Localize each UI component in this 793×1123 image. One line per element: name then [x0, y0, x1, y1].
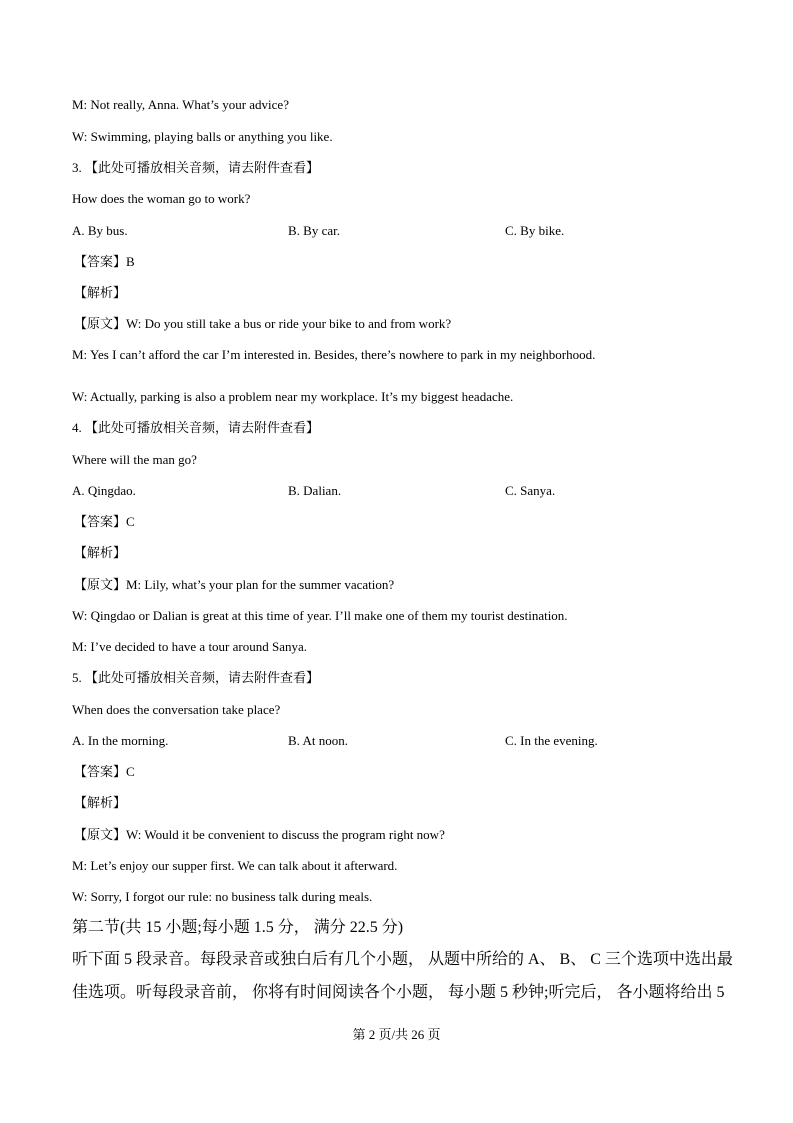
question-4-answer: 【答案】C	[74, 514, 135, 529]
question-3-text: How does the woman go to work?	[72, 191, 251, 206]
question-3-option-c: C. By bike.	[505, 223, 565, 238]
question-5-option-c: C. In the evening.	[505, 733, 598, 748]
question-3-option-b: B. By car.	[288, 223, 340, 238]
question-3-answer: 【答案】B	[74, 254, 135, 269]
question-4-transcript: 【原文】M: Lily, what’s your plan for the summer vacation?	[74, 577, 395, 592]
question-4-option-a: A. Qingdao.	[72, 483, 136, 498]
question-5-header: 5. 【此处可播放相关音频，请去附件查看】	[72, 670, 320, 685]
question-5-analysis-label: 【解析】	[74, 795, 127, 810]
question-3-header: 3. 【此处可播放相关音频，请去附件查看】	[72, 160, 320, 175]
question-4-transcript-line: W: Qingdao or Dalian is great at this time of year. I’ll make one of them my tourist destination.	[72, 608, 568, 623]
dialogue-line: W: Swimming, playing balls or anything you like.	[72, 129, 333, 144]
question-5-option-a: A. In the morning.	[72, 733, 169, 748]
question-3-option-a: A. By bus.	[72, 223, 128, 238]
question-4-analysis-label: 【解析】	[74, 545, 127, 560]
question-3-analysis-label: 【解析】	[74, 285, 127, 300]
question-3-transcript: 【原文】W: Do you still take a bus or ride your bike to and from work?	[74, 316, 452, 331]
page-number: 第 2 页/共 26 页	[352, 1027, 441, 1042]
question-4-option-b: B. Dalian.	[288, 483, 342, 498]
question-5-text: When does the conversation take place?	[72, 702, 281, 717]
question-5-answer: 【答案】C	[74, 764, 135, 779]
dialogue-line: M: Not really, Anna. What’s your advice?	[72, 97, 289, 112]
question-3-transcript-line: W: Actually, parking is also a problem near my workplace. It’s my biggest headache.	[72, 389, 514, 404]
section-title: 第二节(共 15 小题;每小题 1.5 分， 满分 22.5 分)	[72, 919, 404, 936]
section-instruction-line: 佳选项。听每段录音前， 你将有时间阅读各个小题， 每小题 5 秒钟;听完后， 各小题将给出 5	[72, 984, 725, 1001]
question-4-text: Where will the man go?	[72, 452, 197, 467]
question-5-option-b: B. At noon.	[288, 733, 348, 748]
question-4-option-c: C. Sanya.	[505, 483, 556, 498]
question-3-transcript-line: M: Yes I can’t afford the car I’m interested in. Besides, there’s nowhere to park in my neighborhood.	[72, 347, 596, 362]
section-instruction-line: 听下面 5 段录音。每段录音或独白后有几个小题， 从题中所给的 A、 B、 C 三个选项中选出最	[72, 951, 733, 968]
question-4-header: 4. 【此处可播放相关音频，请去附件查看】	[72, 420, 320, 435]
question-4-transcript-line: M: I’ve decided to have a tour around Sanya.	[72, 639, 308, 654]
question-5-transcript-line: M: Let’s enjoy our supper first. We can talk about it afterward.	[72, 858, 398, 873]
question-5-transcript: 【原文】W: Would it be convenient to discuss the program right now?	[74, 827, 445, 842]
question-5-transcript-line: W: Sorry, I forgot our rule: no business talk during meals.	[72, 889, 373, 904]
